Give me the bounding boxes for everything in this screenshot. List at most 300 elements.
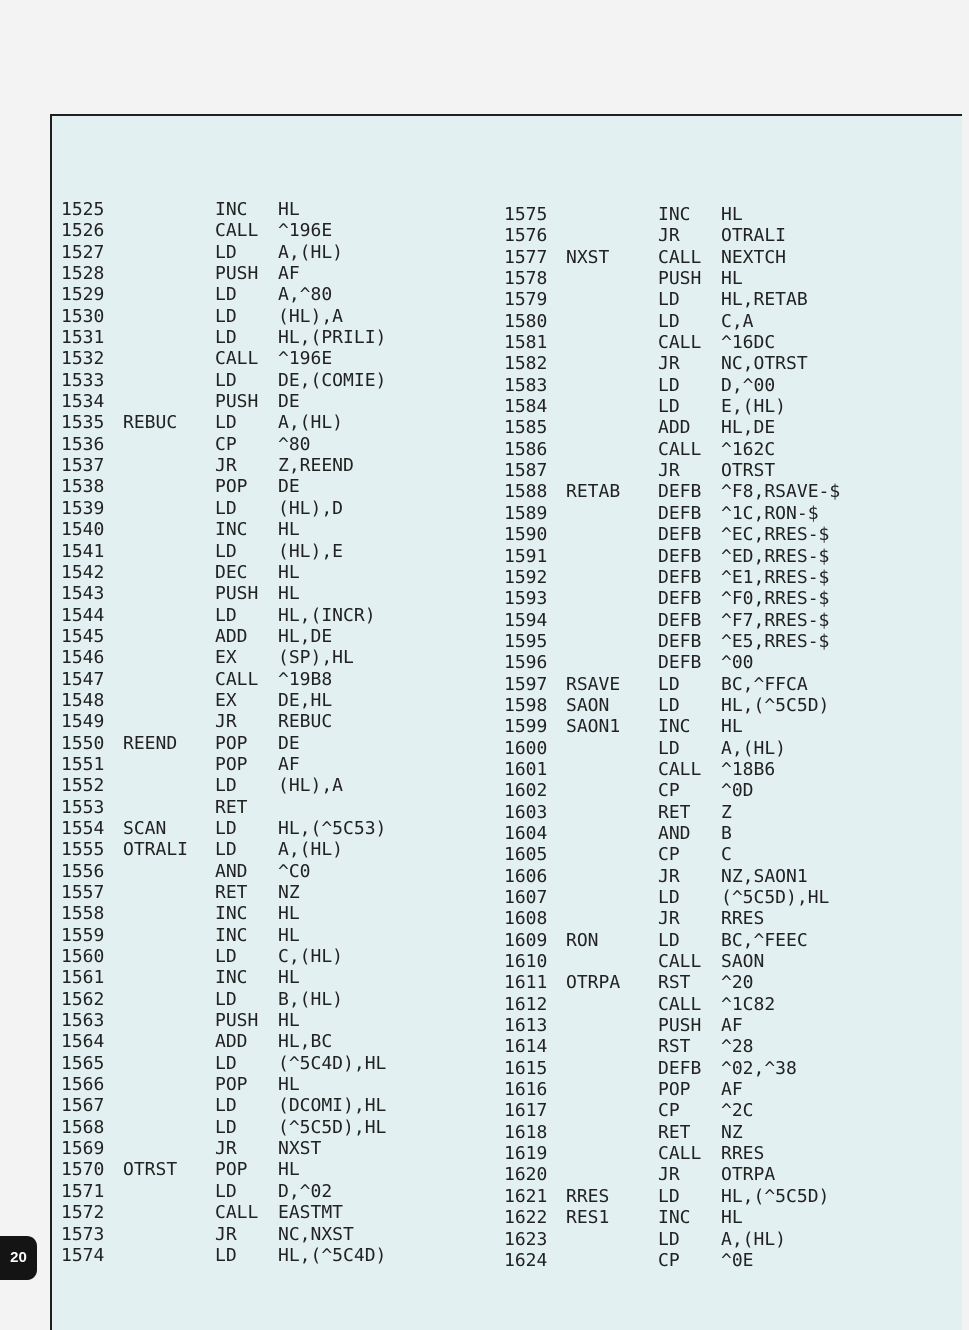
operand: (^5C4D),HL <box>278 1052 387 1074</box>
operand: ^EC,RRES-$ <box>721 524 830 546</box>
operand: A,^80 <box>278 284 333 306</box>
opcode: RET <box>658 801 691 823</box>
operand: REBUC <box>278 711 333 733</box>
opcode: CP <box>658 1249 680 1271</box>
opcode: JR <box>658 865 680 887</box>
opcode: CALL <box>658 951 702 973</box>
opcode: LD <box>215 1180 237 1202</box>
opcode: PUSH <box>215 583 259 605</box>
opcode: PUSH <box>215 391 259 413</box>
line-number: 1572 <box>61 1202 105 1224</box>
opcode: CALL <box>658 993 702 1015</box>
opcode: CP <box>658 780 680 802</box>
operand: C,(HL) <box>278 946 344 968</box>
operand: HL <box>721 204 743 225</box>
line-number: 1612 <box>504 993 548 1015</box>
line-number: 1603 <box>504 801 548 823</box>
operand: HL <box>721 716 743 738</box>
line-number: 1617 <box>504 1100 548 1122</box>
operand: A,(HL) <box>721 737 787 759</box>
operand: ^2C <box>721 1100 754 1122</box>
operand: C <box>721 844 732 866</box>
line-number: 1530 <box>61 305 105 327</box>
line-number: 1543 <box>61 583 105 605</box>
operand: BC,^FEEC <box>721 929 808 951</box>
operand: HL <box>278 1010 300 1032</box>
line-number: 1545 <box>61 625 105 647</box>
opcode: PUSH <box>215 1010 259 1032</box>
line-number: 1529 <box>61 284 105 306</box>
opcode: LD <box>215 305 237 327</box>
opcode: CALL <box>658 758 702 780</box>
line-number: 1613 <box>504 1015 548 1037</box>
operand: A,(HL) <box>721 1228 787 1250</box>
operand: D,^02 <box>278 1180 333 1202</box>
operand: BC,^FFCA <box>721 673 808 695</box>
line-number: 1601 <box>504 758 548 780</box>
opcode: LD <box>658 1185 680 1207</box>
opcode: ADD <box>658 417 691 439</box>
line-number: 1540 <box>61 519 105 541</box>
opcode: JR <box>215 711 237 733</box>
line-number: 1536 <box>61 433 105 455</box>
opcode: JR <box>658 908 680 930</box>
opcode: DEFB <box>658 481 702 503</box>
operand: OTRALI <box>721 225 787 247</box>
code-label: OTRALI <box>123 839 189 861</box>
opcode: RST <box>658 1036 691 1058</box>
line-number: 1580 <box>504 310 548 332</box>
opcode: LD <box>658 374 680 396</box>
opcode: LD <box>215 497 237 519</box>
operand: NZ <box>278 882 300 903</box>
line-number: 1593 <box>504 588 548 610</box>
line-number: 1558 <box>61 903 105 925</box>
line-number: 1566 <box>61 1074 105 1096</box>
operand: ^18B6 <box>721 758 776 780</box>
opcode: LD <box>658 310 680 332</box>
line-number: 1559 <box>61 924 105 946</box>
operand: (^5C5D),HL <box>721 887 830 908</box>
opcode: LD <box>215 775 237 797</box>
line-number: 1549 <box>61 711 105 733</box>
operand: HL,(^5C5D) <box>721 1185 830 1207</box>
operand: Z <box>721 801 732 823</box>
opcode: ADD <box>215 625 248 647</box>
opcode: JR <box>658 225 680 247</box>
operand: ^0D <box>721 780 754 802</box>
line-number: 1561 <box>61 967 105 989</box>
page-number: 20 <box>0 1236 37 1280</box>
opcode: PUSH <box>215 263 259 285</box>
line-number: 1528 <box>61 263 105 285</box>
line-number: 1526 <box>61 220 105 242</box>
line-number: 1618 <box>504 1121 548 1143</box>
operand: AF <box>278 263 300 285</box>
operand: HL <box>278 519 300 541</box>
operand: DE,(COMIE) <box>278 369 387 391</box>
operand: ^F8,RSAVE-$ <box>721 481 841 503</box>
operand: ^00 <box>721 652 754 674</box>
opcode: JR <box>215 1138 237 1160</box>
opcode: LD <box>215 1052 237 1074</box>
line-number: 1611 <box>504 972 548 994</box>
opcode: LD <box>658 737 680 759</box>
operand: ^196E <box>278 348 333 370</box>
operand: HL,RETAB <box>721 289 808 311</box>
operand: RRES <box>721 908 765 930</box>
opcode: LD <box>215 1116 237 1138</box>
operand: ^162C <box>721 438 776 460</box>
opcode: CALL <box>215 1202 259 1224</box>
opcode: DEFB <box>658 652 702 674</box>
line-number: 1589 <box>504 502 548 524</box>
operand: ^C0 <box>278 860 311 882</box>
operand: HL <box>278 1074 300 1096</box>
operand: OTRPA <box>721 1164 776 1186</box>
line-number: 1608 <box>504 908 548 930</box>
opcode: LD <box>658 673 680 695</box>
opcode: LD <box>215 327 237 349</box>
operand: Z,REEND <box>278 455 354 477</box>
line-number: 1583 <box>504 374 548 396</box>
code-label: SAON <box>566 694 610 716</box>
operand: HL <box>278 967 300 989</box>
line-number: 1552 <box>61 775 105 797</box>
line-number: 1575 <box>504 204 548 225</box>
opcode: PUSH <box>658 1015 702 1037</box>
line-number: 1554 <box>61 817 105 839</box>
opcode: POP <box>215 1159 248 1181</box>
opcode: LD <box>215 284 237 306</box>
line-number: 1579 <box>504 289 548 311</box>
line-number: 1598 <box>504 694 548 716</box>
opcode: RST <box>658 972 691 994</box>
code-label: RETAB <box>566 481 621 503</box>
opcode: LD <box>658 694 680 716</box>
operand: HL,DE <box>278 625 333 647</box>
opcode: LD <box>658 396 680 418</box>
operand: (DCOMI),HL <box>278 1095 387 1117</box>
opcode: INC <box>658 1207 691 1229</box>
line-number: 1604 <box>504 822 548 844</box>
opcode: INC <box>215 924 248 946</box>
line-number: 1586 <box>504 438 548 460</box>
line-number: 1576 <box>504 225 548 247</box>
line-number: 1533 <box>61 369 105 391</box>
line-number: 1532 <box>61 348 105 370</box>
operand: HL <box>278 903 300 925</box>
code-label: SAON1 <box>566 716 621 738</box>
operand: NXST <box>278 1138 322 1160</box>
line-number: 1574 <box>61 1244 105 1266</box>
operand: (SP),HL <box>278 647 354 669</box>
line-number: 1582 <box>504 353 548 375</box>
line-number: 1534 <box>61 391 105 413</box>
operand: HL <box>721 268 743 290</box>
opcode: RET <box>215 796 248 818</box>
opcode: LD <box>215 1244 237 1266</box>
code-label: OTRPA <box>566 972 621 994</box>
line-number: 1535 <box>61 412 105 434</box>
line-number: 1614 <box>504 1036 548 1058</box>
opcode: POP <box>658 1079 691 1101</box>
line-number: 1590 <box>504 524 548 546</box>
operand: AF <box>278 753 300 775</box>
line-number: 1607 <box>504 887 548 908</box>
opcode: LD <box>658 887 680 908</box>
operand: B <box>721 822 732 844</box>
operand: (HL),A <box>278 775 344 797</box>
opcode: LD <box>215 241 237 263</box>
operand: HL <box>278 199 300 220</box>
opcode: INC <box>215 903 248 925</box>
line-number: 1605 <box>504 844 548 866</box>
operand: HL <box>278 561 300 583</box>
line-number: 1606 <box>504 865 548 887</box>
operand: HL <box>278 924 300 946</box>
opcode: DEFB <box>658 524 702 546</box>
operand: HL <box>278 1159 300 1181</box>
opcode: POP <box>215 476 248 498</box>
operand: ^16DC <box>721 332 776 354</box>
listing-panel <box>50 114 962 1330</box>
opcode: CALL <box>658 332 702 354</box>
line-number: 1624 <box>504 1249 548 1271</box>
opcode: INC <box>215 519 248 541</box>
line-number: 1569 <box>61 1138 105 1160</box>
opcode: JR <box>658 353 680 375</box>
operand: HL,BC <box>278 1031 333 1053</box>
operand: E,(HL) <box>721 396 787 418</box>
code-label: SCAN <box>123 817 167 839</box>
line-number: 1555 <box>61 839 105 861</box>
line-number: 1550 <box>61 732 105 754</box>
line-number: 1616 <box>504 1079 548 1101</box>
line-number: 1621 <box>504 1185 548 1207</box>
code-label: OTRST <box>123 1159 178 1181</box>
line-number: 1600 <box>504 737 548 759</box>
opcode: LD <box>215 817 237 839</box>
opcode: LD <box>215 1095 237 1117</box>
operand: ^1C82 <box>721 993 776 1015</box>
line-number: 1562 <box>61 988 105 1010</box>
operand: D,^00 <box>721 374 776 396</box>
operand: ^19B8 <box>278 668 333 690</box>
operand: DE <box>278 476 300 498</box>
opcode: LD <box>215 839 237 861</box>
line-number: 1588 <box>504 481 548 503</box>
operand: ^196E <box>278 220 333 242</box>
line-number: 1542 <box>61 561 105 583</box>
line-number: 1525 <box>61 199 105 220</box>
operand: HL,DE <box>721 417 776 439</box>
opcode: RET <box>658 1121 691 1143</box>
operand: NEXTCH <box>721 246 787 268</box>
operand: ^ED,RRES-$ <box>721 545 830 567</box>
operand: ^1C,RON-$ <box>721 502 819 524</box>
line-number: 1595 <box>504 630 548 652</box>
operand: A,(HL) <box>278 412 344 434</box>
opcode: CALL <box>215 220 259 242</box>
opcode: LD <box>215 946 237 968</box>
operand: ^E5,RRES-$ <box>721 630 830 652</box>
operand: ^02,^38 <box>721 1057 797 1079</box>
operand: B,(HL) <box>278 988 344 1010</box>
opcode: CP <box>658 844 680 866</box>
line-number: 1571 <box>61 1180 105 1202</box>
opcode: JR <box>215 1223 237 1245</box>
opcode: DEFB <box>658 1057 702 1079</box>
line-number: 1577 <box>504 246 548 268</box>
operand: C,A <box>721 310 754 332</box>
opcode: LD <box>215 604 237 626</box>
operand: ^0E <box>721 1249 754 1271</box>
opcode: POP <box>215 753 248 775</box>
operand: RRES <box>721 1143 765 1165</box>
line-number: 1622 <box>504 1207 548 1229</box>
line-number: 1539 <box>61 497 105 519</box>
operand: OTRST <box>721 460 776 482</box>
opcode: LD <box>658 1228 680 1250</box>
line-number: 1573 <box>61 1223 105 1245</box>
line-number: 1578 <box>504 268 548 290</box>
operand: (HL),E <box>278 540 344 562</box>
operand: HL,(^5C5D) <box>721 694 830 716</box>
code-label: RES1 <box>566 1207 610 1229</box>
operand: AF <box>721 1079 743 1101</box>
line-number: 1585 <box>504 417 548 439</box>
opcode: INC <box>658 204 691 225</box>
opcode: POP <box>215 732 248 754</box>
opcode: DEFB <box>658 609 702 631</box>
line-number: 1596 <box>504 652 548 674</box>
operand: (^5C5D),HL <box>278 1116 387 1138</box>
opcode: DEFB <box>658 545 702 567</box>
opcode: CALL <box>215 348 259 370</box>
line-number: 1592 <box>504 566 548 588</box>
opcode: DEFB <box>658 630 702 652</box>
line-number: 1609 <box>504 929 548 951</box>
line-number: 1568 <box>61 1116 105 1138</box>
opcode: DEFB <box>658 588 702 610</box>
line-number: 1610 <box>504 951 548 973</box>
operand: ^28 <box>721 1036 754 1058</box>
opcode: LD <box>658 289 680 311</box>
opcode: EX <box>215 647 237 669</box>
operand: A,(HL) <box>278 839 344 861</box>
opcode: DEFB <box>658 566 702 588</box>
line-number: 1581 <box>504 332 548 354</box>
operand: NC,NXST <box>278 1223 354 1245</box>
line-number: 1544 <box>61 604 105 626</box>
line-number: 1623 <box>504 1228 548 1250</box>
line-number: 1537 <box>61 455 105 477</box>
line-number: 1615 <box>504 1057 548 1079</box>
opcode: CP <box>658 1100 680 1122</box>
line-number: 1620 <box>504 1164 548 1186</box>
operand: HL <box>721 1207 743 1229</box>
line-number: 1565 <box>61 1052 105 1074</box>
operand: ^F7,RRES-$ <box>721 609 830 631</box>
opcode: INC <box>658 716 691 738</box>
operand: EASTMT <box>278 1202 344 1224</box>
line-number: 1591 <box>504 545 548 567</box>
opcode: LD <box>215 412 237 434</box>
operand: (HL),A <box>278 305 344 327</box>
operand: ^80 <box>278 433 311 455</box>
line-number: 1531 <box>61 327 105 349</box>
line-number: 1597 <box>504 673 548 695</box>
operand: NC,OTRST <box>721 353 808 375</box>
code-label: RON <box>566 929 599 951</box>
line-number: 1553 <box>61 796 105 818</box>
line-number: 1594 <box>504 609 548 631</box>
line-number: 1556 <box>61 860 105 882</box>
opcode: INC <box>215 199 248 220</box>
opcode: CALL <box>658 438 702 460</box>
opcode: LD <box>215 540 237 562</box>
line-number: 1538 <box>61 476 105 498</box>
opcode: CALL <box>658 1143 702 1165</box>
line-number: 1619 <box>504 1143 548 1165</box>
opcode: AND <box>215 860 248 882</box>
line-number: 1570 <box>61 1159 105 1181</box>
line-number: 1584 <box>504 396 548 418</box>
opcode: RET <box>215 882 248 903</box>
line-number: 1602 <box>504 780 548 802</box>
opcode: LD <box>215 988 237 1010</box>
operand: HL,(^5C53) <box>278 817 387 839</box>
line-number: 1527 <box>61 241 105 263</box>
operand: HL,(^5C4D) <box>278 1244 387 1266</box>
opcode: DEC <box>215 561 248 583</box>
line-number: 1547 <box>61 668 105 690</box>
opcode: JR <box>215 455 237 477</box>
opcode: CALL <box>215 668 259 690</box>
operand: DE <box>278 732 300 754</box>
opcode: PUSH <box>658 268 702 290</box>
opcode: AND <box>658 822 691 844</box>
operand: HL,(INCR) <box>278 604 376 626</box>
line-number: 1560 <box>61 946 105 968</box>
operand: AF <box>721 1015 743 1037</box>
line-number: 1546 <box>61 647 105 669</box>
operand: DE <box>278 391 300 413</box>
operand: (HL),D <box>278 497 344 519</box>
opcode: POP <box>215 1074 248 1096</box>
operand: NZ <box>721 1121 743 1143</box>
line-number: 1587 <box>504 460 548 482</box>
line-number: 1563 <box>61 1010 105 1032</box>
operand: A,(HL) <box>278 241 344 263</box>
code-label: REBUC <box>123 412 178 434</box>
operand: HL,(PRILI) <box>278 327 387 349</box>
opcode: INC <box>215 967 248 989</box>
opcode: EX <box>215 689 237 711</box>
line-number: 1548 <box>61 689 105 711</box>
line-number: 1564 <box>61 1031 105 1053</box>
opcode: JR <box>658 1164 680 1186</box>
opcode: JR <box>658 460 680 482</box>
operand: NZ,SAON1 <box>721 865 808 887</box>
operand: SAON <box>721 951 765 973</box>
operand: ^20 <box>721 972 754 994</box>
opcode: LD <box>658 929 680 951</box>
operand: ^F0,RRES-$ <box>721 588 830 610</box>
operand: DE,HL <box>278 689 333 711</box>
line-number: 1551 <box>61 753 105 775</box>
